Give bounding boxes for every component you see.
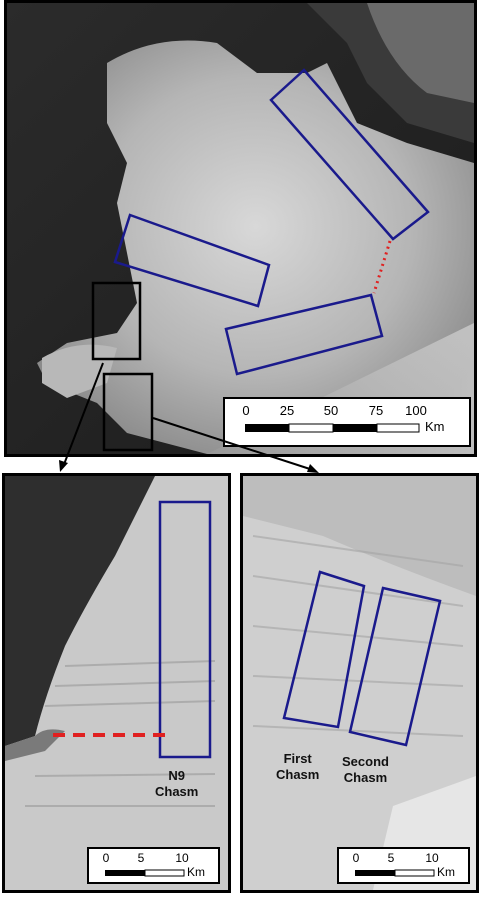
left-scale-graphic	[104, 869, 186, 877]
n9-label-line2: Chasm	[155, 784, 199, 799]
chasms-inset-image	[240, 473, 479, 893]
main-scale-tick: 75	[368, 403, 384, 418]
left-scale-tick: 10	[175, 851, 189, 865]
left-image-svg	[5, 476, 228, 890]
main-scale-tick: 50	[323, 403, 339, 418]
right-scale-tick: 5	[387, 851, 395, 865]
right-image-svg	[243, 476, 476, 890]
n9-label-line1: N9	[168, 768, 185, 783]
main-scale-tick: 100	[405, 403, 427, 418]
main-scale-tick: 0	[242, 403, 250, 418]
left-scale-tick: 0	[102, 851, 110, 865]
n9-chasm-label	[155, 768, 198, 800]
right-scale-unit: Km	[437, 865, 455, 879]
first-chasm-label	[276, 751, 319, 783]
right-scale-graphic	[354, 869, 436, 877]
second-label-line1: Second	[342, 754, 389, 769]
right-scale-tick: 10	[425, 851, 439, 865]
left-scale-tick: 5	[137, 851, 145, 865]
right-scale-tick: 0	[352, 851, 360, 865]
main-scale-unit: Km	[425, 419, 445, 434]
n9-inset-image	[2, 473, 231, 893]
second-label-line2: Chasm	[343, 770, 388, 785]
first-label-line1: First	[283, 751, 312, 766]
left-scale-unit: Km	[187, 865, 205, 879]
main-scale-tick: 25	[279, 403, 295, 418]
first-label-line2: Chasm	[276, 767, 320, 782]
second-chasm-label	[342, 754, 389, 786]
left-scale-bar	[87, 847, 220, 884]
right-scale-bar	[337, 847, 470, 884]
